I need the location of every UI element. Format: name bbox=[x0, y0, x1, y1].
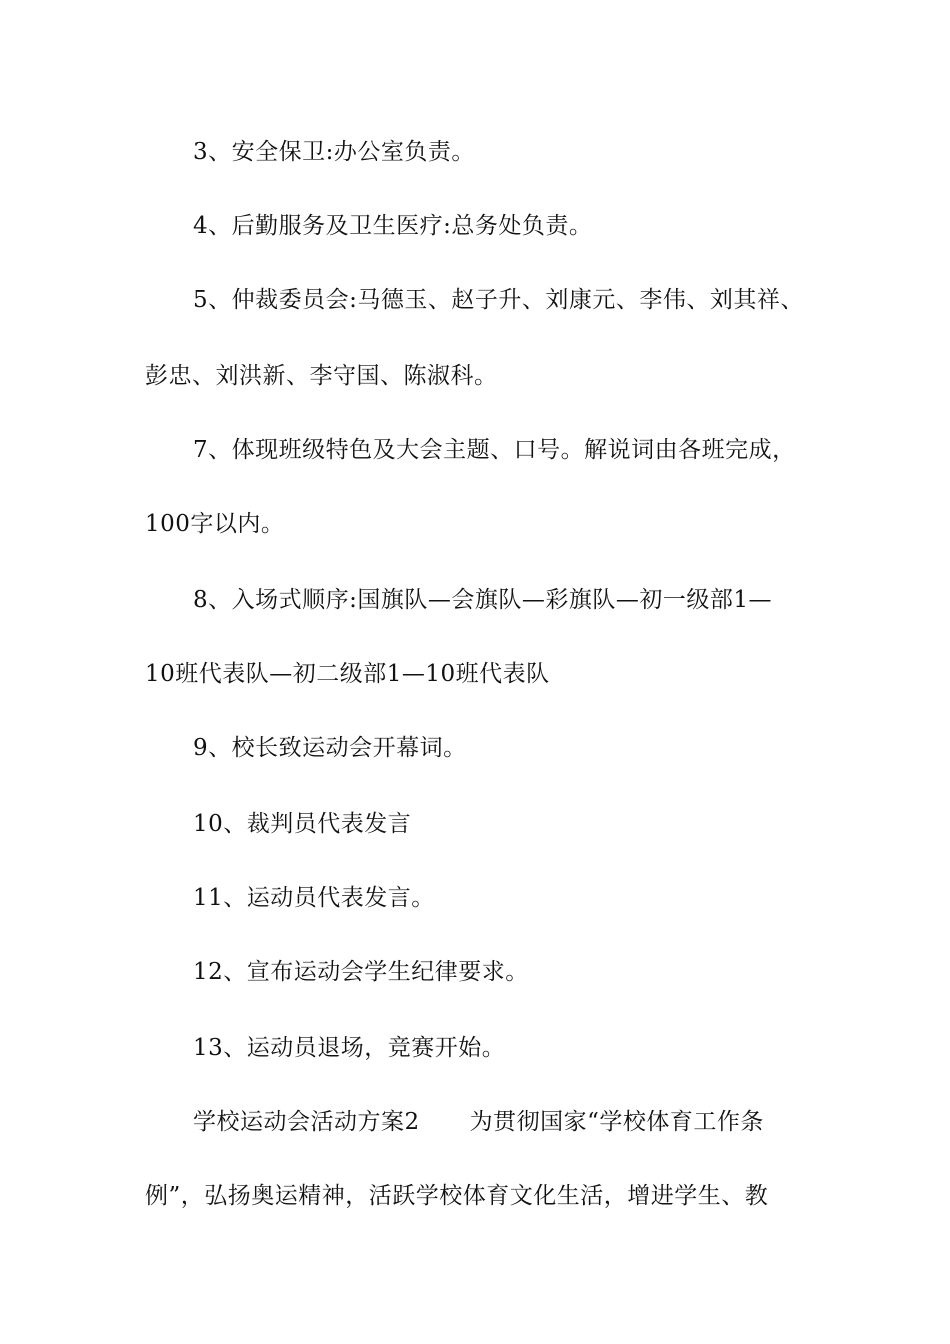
paragraph-entrance-order-line2: 10班代表队—初二级部1—10班代表队 bbox=[145, 661, 550, 687]
paragraph-arbitration-line2: 彭忠、刘洪新、李守国、陈淑科。 bbox=[145, 363, 498, 389]
plan-2-intro-start: 为贯彻国家“学校体育工作条 bbox=[469, 1109, 764, 1135]
section-title: 学校运动会活动方案2 bbox=[193, 1109, 420, 1135]
paragraph-competition-start: 13、运动员退场，竞赛开始。 bbox=[193, 1035, 506, 1061]
paragraph-class-feature-line2: 100字以内。 bbox=[145, 511, 285, 537]
paragraph-plan-2-line1 bbox=[193, 1107, 825, 1137]
paragraph-referee-speech: 10、裁判员代表发言 bbox=[193, 811, 412, 837]
paragraph-security: 3、安全保卫:办公室负责。 bbox=[193, 139, 475, 165]
paragraph-athlete-speech: 11、运动员代表发言。 bbox=[193, 885, 435, 911]
paragraph-opening-speech: 9、校长致运动会开幕词。 bbox=[193, 735, 467, 761]
paragraph-entrance-order-line1: 8、入场式顺序:国旗队—会旗队—彩旗队—初一级部1— bbox=[193, 587, 773, 613]
paragraph-discipline: 12、宣布运动会学生纪律要求。 bbox=[193, 959, 529, 985]
paragraph-arbitration-line1: 5、仲裁委员会:马德玉、赵子升、刘康元、李伟、刘其祥、 bbox=[193, 287, 804, 313]
paragraph-class-feature-line1: 7、体现班级特色及大会主题、口号。解说词由各班完成， bbox=[193, 437, 796, 463]
paragraph-plan-2-line2: 例”，弘扬奥运精神，活跃学校体育文化生活，增进学生、教 bbox=[145, 1183, 769, 1209]
paragraph-logistics: 4、后勤服务及卫生医疗:总务处负责。 bbox=[193, 213, 593, 239]
